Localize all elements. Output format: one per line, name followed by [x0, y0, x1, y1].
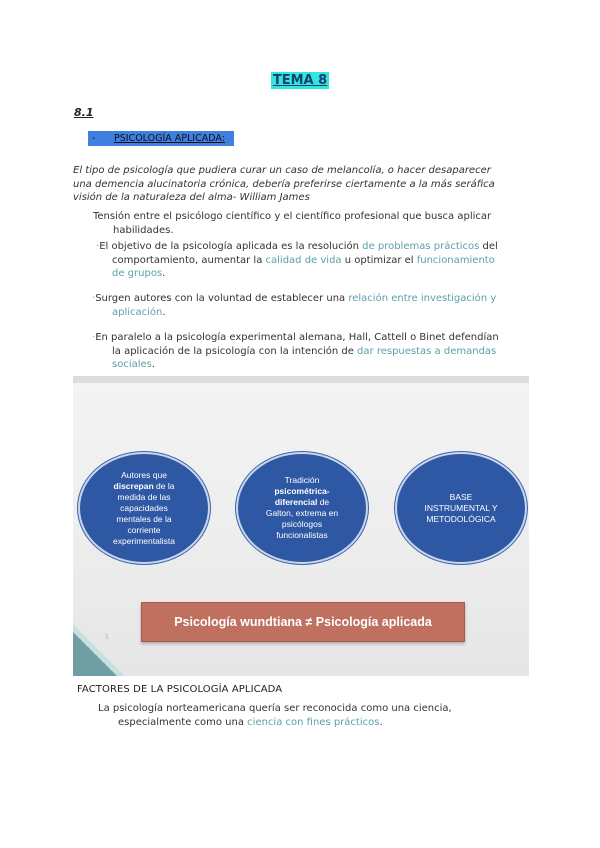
bold-text: diferencial — [274, 497, 318, 507]
embedded-slide-image — [73, 376, 529, 676]
circle-text: corriente — [127, 524, 161, 535]
wundt-banner: Psicología wundtiana ≠ Psicología aplicada — [141, 602, 465, 642]
paragraph-line — [92, 358, 532, 372]
subheading-dash: - — [92, 133, 96, 144]
paragraph-tension — [93, 210, 533, 237]
highlight-text: aplicación — [112, 306, 163, 318]
paragraph-line — [92, 292, 532, 306]
paragraph-line — [92, 331, 532, 345]
highlight-text: calidad de vida — [265, 254, 342, 266]
circle-text: BASE — [449, 491, 473, 502]
quote-line: El tipo de psicología que pudiera curar un caso de melancolía, o hacer desaparecer — [73, 165, 491, 176]
paragraph-line — [92, 306, 532, 320]
paragraph-line — [96, 267, 526, 281]
text-run: Surgen autores con la voluntad de establecer una — [95, 293, 349, 304]
circle-text: METODOLÓGICA — [426, 513, 496, 524]
paragraph-parallel — [92, 331, 532, 372]
paragraph-authors — [92, 292, 532, 319]
page-title — [0, 69, 600, 88]
circle-text: mentales de la — [116, 513, 172, 524]
slide-top-border — [73, 376, 529, 383]
text-run: En paralelo a la psicología experimental alemana, Hall, Cattell o Binet defendían — [95, 332, 499, 343]
circle-text: Galton, extrema en — [265, 508, 339, 518]
circle-text — [275, 497, 329, 508]
highlight-text: relación entre investigación y — [348, 293, 497, 304]
text-run: comportamiento, aumentar la — [112, 254, 266, 266]
circle-text — [274, 486, 329, 497]
circle-discrepan — [78, 452, 210, 564]
highlight-text: de grupos — [112, 268, 163, 280]
paragraph-line — [96, 240, 526, 254]
quote-line: visión de la naturaleza del alma- William James — [73, 192, 310, 204]
paragraph-line — [98, 716, 528, 730]
quote-line: una demencia alucinatoria crónica, debería preferirse ciertamente a la más seráfica — [73, 178, 495, 190]
circle-text — [114, 481, 175, 492]
text-run: del — [479, 241, 498, 252]
subheading-label: PSICOLOGÍA APLICADA: — [114, 133, 225, 144]
paragraph-line — [92, 345, 532, 359]
circle-text: experimentalista — [113, 535, 175, 546]
paragraph-line: La psicología norteamericana quería ser reconocida como una ciencia, — [98, 703, 452, 714]
bold-text: discrepan — [113, 480, 154, 491]
text-run: . — [162, 306, 166, 318]
highlight-text: funcionamiento — [416, 254, 495, 266]
bullet: · — [92, 332, 96, 343]
paragraph-line: Tensión entre el psicólogo científico y el científico profesional que busca aplicar — [93, 211, 492, 222]
text-run: El objetivo de la psicología aplicada es la resolución — [99, 241, 363, 252]
bullet: · — [96, 241, 100, 252]
circle-text: medida de las — [117, 491, 171, 502]
slide-number: 5 — [105, 633, 109, 641]
text-run: de — [317, 497, 330, 507]
bold-text: psicométrica- — [274, 486, 330, 496]
section-number: 8.1 — [74, 106, 94, 119]
circle-tradicion — [236, 452, 368, 564]
paragraph-objective — [96, 240, 526, 281]
text-run: la aplicación de la psicología con la intención de — [112, 345, 358, 357]
text-run: de la — [153, 480, 175, 491]
highlight-text: de problemas prácticos — [362, 241, 480, 252]
text-run: u optimizar el — [341, 254, 417, 266]
circle-text: Autores que — [121, 469, 167, 480]
factors-heading: FACTORES DE LA PSICOLOGÍA APLICADA — [77, 684, 283, 695]
circle-text: funcionalistas — [276, 530, 328, 540]
circle-text: psicólogos — [281, 519, 323, 529]
text-run: . — [379, 716, 383, 728]
highlight-text: ciencia con fines prácticos — [247, 716, 380, 728]
highlight-text: sociales — [112, 359, 152, 371]
corner-triangle-dark — [73, 632, 117, 676]
text-run: . — [151, 359, 156, 371]
paragraph-line — [96, 254, 526, 268]
highlight-text: dar respuestas a demandas — [357, 345, 497, 357]
paragraph-line: habilidades. — [113, 224, 174, 236]
william-james-quote — [73, 164, 533, 205]
paragraph-north-american — [98, 702, 528, 729]
circle-text: Tradición — [284, 475, 320, 485]
bullet: · — [92, 293, 96, 304]
subheading — [88, 131, 234, 146]
text-run: . — [162, 268, 166, 280]
circle-text: capacidades — [120, 502, 168, 513]
text-run: especialmente como una — [118, 716, 248, 728]
circle-text: INSTRUMENTAL Y — [424, 502, 498, 513]
circle-base-instrumental — [395, 452, 527, 564]
title-text: TEMA 8 — [272, 73, 328, 88]
